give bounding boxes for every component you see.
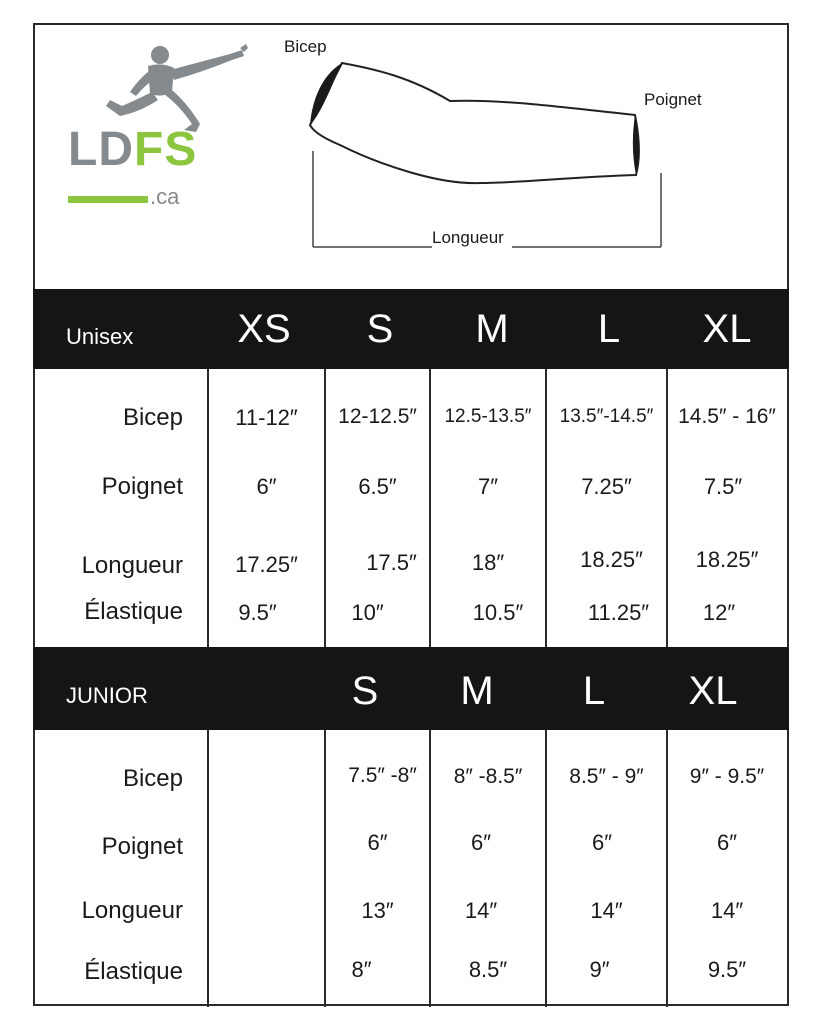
sleeve-outline-icon [310, 63, 639, 183]
logo-text-fs: FS [134, 123, 198, 176]
logo-underline [68, 196, 148, 203]
diagram-label-poignet: Poignet [644, 90, 702, 109]
diagram-label-longueur: Longueur [432, 228, 504, 247]
table-cell: 8″ -8.5″ [453, 765, 523, 788]
table-cell: 6″ [470, 830, 492, 855]
table-cell: 8.5″ - 9″ [569, 765, 644, 788]
arm-sleeve-diagram [300, 55, 680, 255]
table-cell: 6″ [256, 474, 277, 499]
unisex-size-header: M [475, 307, 509, 351]
junior-size-header: L [582, 669, 606, 713]
junior-size-header: M [460, 669, 494, 713]
unisex-header-band [33, 289, 789, 369]
row-label: Longueur [81, 552, 183, 579]
table-cell: 17.25″ [235, 552, 298, 577]
row-label: Bicep [122, 404, 183, 431]
table-cell: 18.25″ [580, 547, 643, 572]
row-label: Élastique [84, 598, 183, 625]
table-cell: 10.5″ [472, 600, 524, 625]
table-cell: 6″ [591, 830, 613, 855]
table-cell: 18″ [471, 550, 505, 575]
athlete-silhouette-icon [100, 40, 260, 135]
table-cell: 7.5″ -8″ [348, 764, 417, 787]
row-label: Longueur [81, 897, 183, 924]
unisex-size-header: XL [702, 307, 752, 351]
row-label: Bicep [122, 765, 183, 792]
row-label: Poignet [101, 833, 183, 860]
table-cell: 11-12″ [235, 405, 298, 430]
table-cell: 6″ [367, 830, 388, 855]
table-cell: 14″ [464, 898, 498, 923]
table-cell: 13.5″-14.5″ [559, 406, 654, 427]
table-cell: 14.5″ - 16″ [678, 405, 776, 428]
table-cell: 12.5-13.5″ [444, 406, 532, 427]
table-cell: 12″ [702, 600, 736, 625]
unisex-size-header: L [597, 307, 621, 351]
row-label: Poignet [101, 473, 183, 500]
table-cell: 8.5″ [468, 957, 508, 982]
junior-size-header: S [351, 669, 379, 713]
junior-header-band [33, 647, 789, 730]
table-cell: 9″ [589, 957, 610, 982]
table-cell: 7.5″ [703, 474, 743, 499]
table-cell: 17.5″ [366, 550, 417, 575]
table-cell: 14″ [710, 898, 744, 923]
junior-size-header: XL [688, 669, 738, 713]
diagram-label-bicep: Bicep [284, 37, 327, 56]
logo-text-ca: .ca [150, 184, 180, 209]
unisex-label: Unisex [66, 324, 134, 349]
column-divider [207, 730, 209, 1007]
table-cell: 7″ [477, 474, 499, 499]
table-cell: 9.5″ [238, 600, 277, 625]
table-cell: 18.25″ [695, 547, 759, 572]
table-cell: 7.25″ [581, 474, 632, 499]
row-label: Élastique [84, 958, 183, 985]
table-cell: 12-12.5″ [338, 405, 417, 428]
table-cell: 6″ [716, 830, 738, 855]
table-cell: 6.5″ [358, 474, 397, 499]
unisex-size-header: XS [237, 307, 291, 351]
junior-bottom-rule [207, 1004, 430, 1006]
junior-label: JUNIOR [66, 683, 148, 708]
table-cell: 8″ [351, 957, 372, 982]
logo-text-ld: LD [68, 123, 134, 176]
table-cell: 14″ [590, 898, 623, 923]
table-cell: 9″ - 9.5″ [689, 765, 765, 788]
table-cell: 9.5″ [707, 957, 747, 982]
unisex-size-header: S [366, 307, 394, 351]
table-cell: 11.25″ [587, 600, 650, 625]
table-cell: 10″ [351, 600, 384, 625]
table-cell: 13″ [361, 898, 394, 923]
